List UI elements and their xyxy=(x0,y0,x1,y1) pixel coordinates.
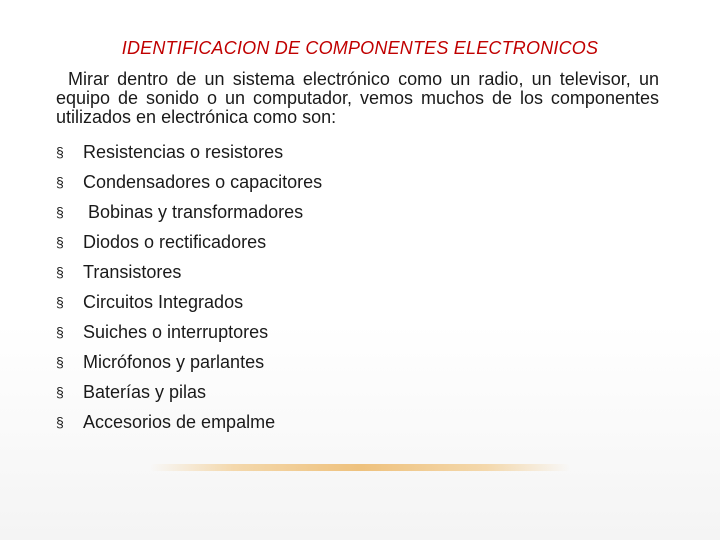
decorative-divider xyxy=(150,464,570,471)
slide-title-text: IDENTIFICACION DE COMPONENTES ELECTRONICOS xyxy=(121,38,599,58)
components-list xyxy=(56,137,322,437)
list-item xyxy=(56,287,322,317)
list-item-label: Circuitos Integrados xyxy=(83,291,244,312)
list-item xyxy=(56,167,322,197)
bullet-icon: § xyxy=(56,144,64,160)
list-item-label: Micrófonos y parlantes xyxy=(83,351,265,372)
list-item-label: Condensadores o capacitores xyxy=(83,171,323,192)
list-item-label: Bobinas y transformadores xyxy=(83,201,304,222)
bullet-icon: § xyxy=(56,384,64,400)
list-item-label: Accesorios de empalme xyxy=(83,411,276,432)
slide-title xyxy=(0,38,720,59)
list-item-label: Transistores xyxy=(83,261,182,282)
list-item xyxy=(56,257,322,287)
bullet-icon: § xyxy=(56,414,64,430)
list-item xyxy=(56,137,322,167)
list-item xyxy=(56,317,322,347)
list-item-label: Diodos o rectificadores xyxy=(83,231,267,252)
bullet-icon: § xyxy=(56,324,64,340)
list-item xyxy=(56,197,322,227)
list-item-label: Baterías y pilas xyxy=(83,381,207,402)
bullet-icon: § xyxy=(56,264,64,280)
list-item xyxy=(56,377,322,407)
list-item xyxy=(56,407,322,437)
bullet-icon: § xyxy=(56,234,64,250)
bullet-icon: § xyxy=(56,204,64,220)
list-item xyxy=(56,347,322,377)
bullet-icon: § xyxy=(56,354,64,370)
list-item-label: Resistencias o resistores xyxy=(83,141,284,162)
bullet-icon: § xyxy=(56,174,64,190)
list-item-label: Suiches o interruptores xyxy=(83,321,269,342)
intro-paragraph: Mirar dentro de un sistema electrónico como un radio, un televisor, un equipo de sonido o un computador, vemos muchos de los componentes utilizados en electrónica como son: xyxy=(56,69,659,127)
list-item xyxy=(56,227,322,257)
bullet-icon: § xyxy=(56,294,64,310)
